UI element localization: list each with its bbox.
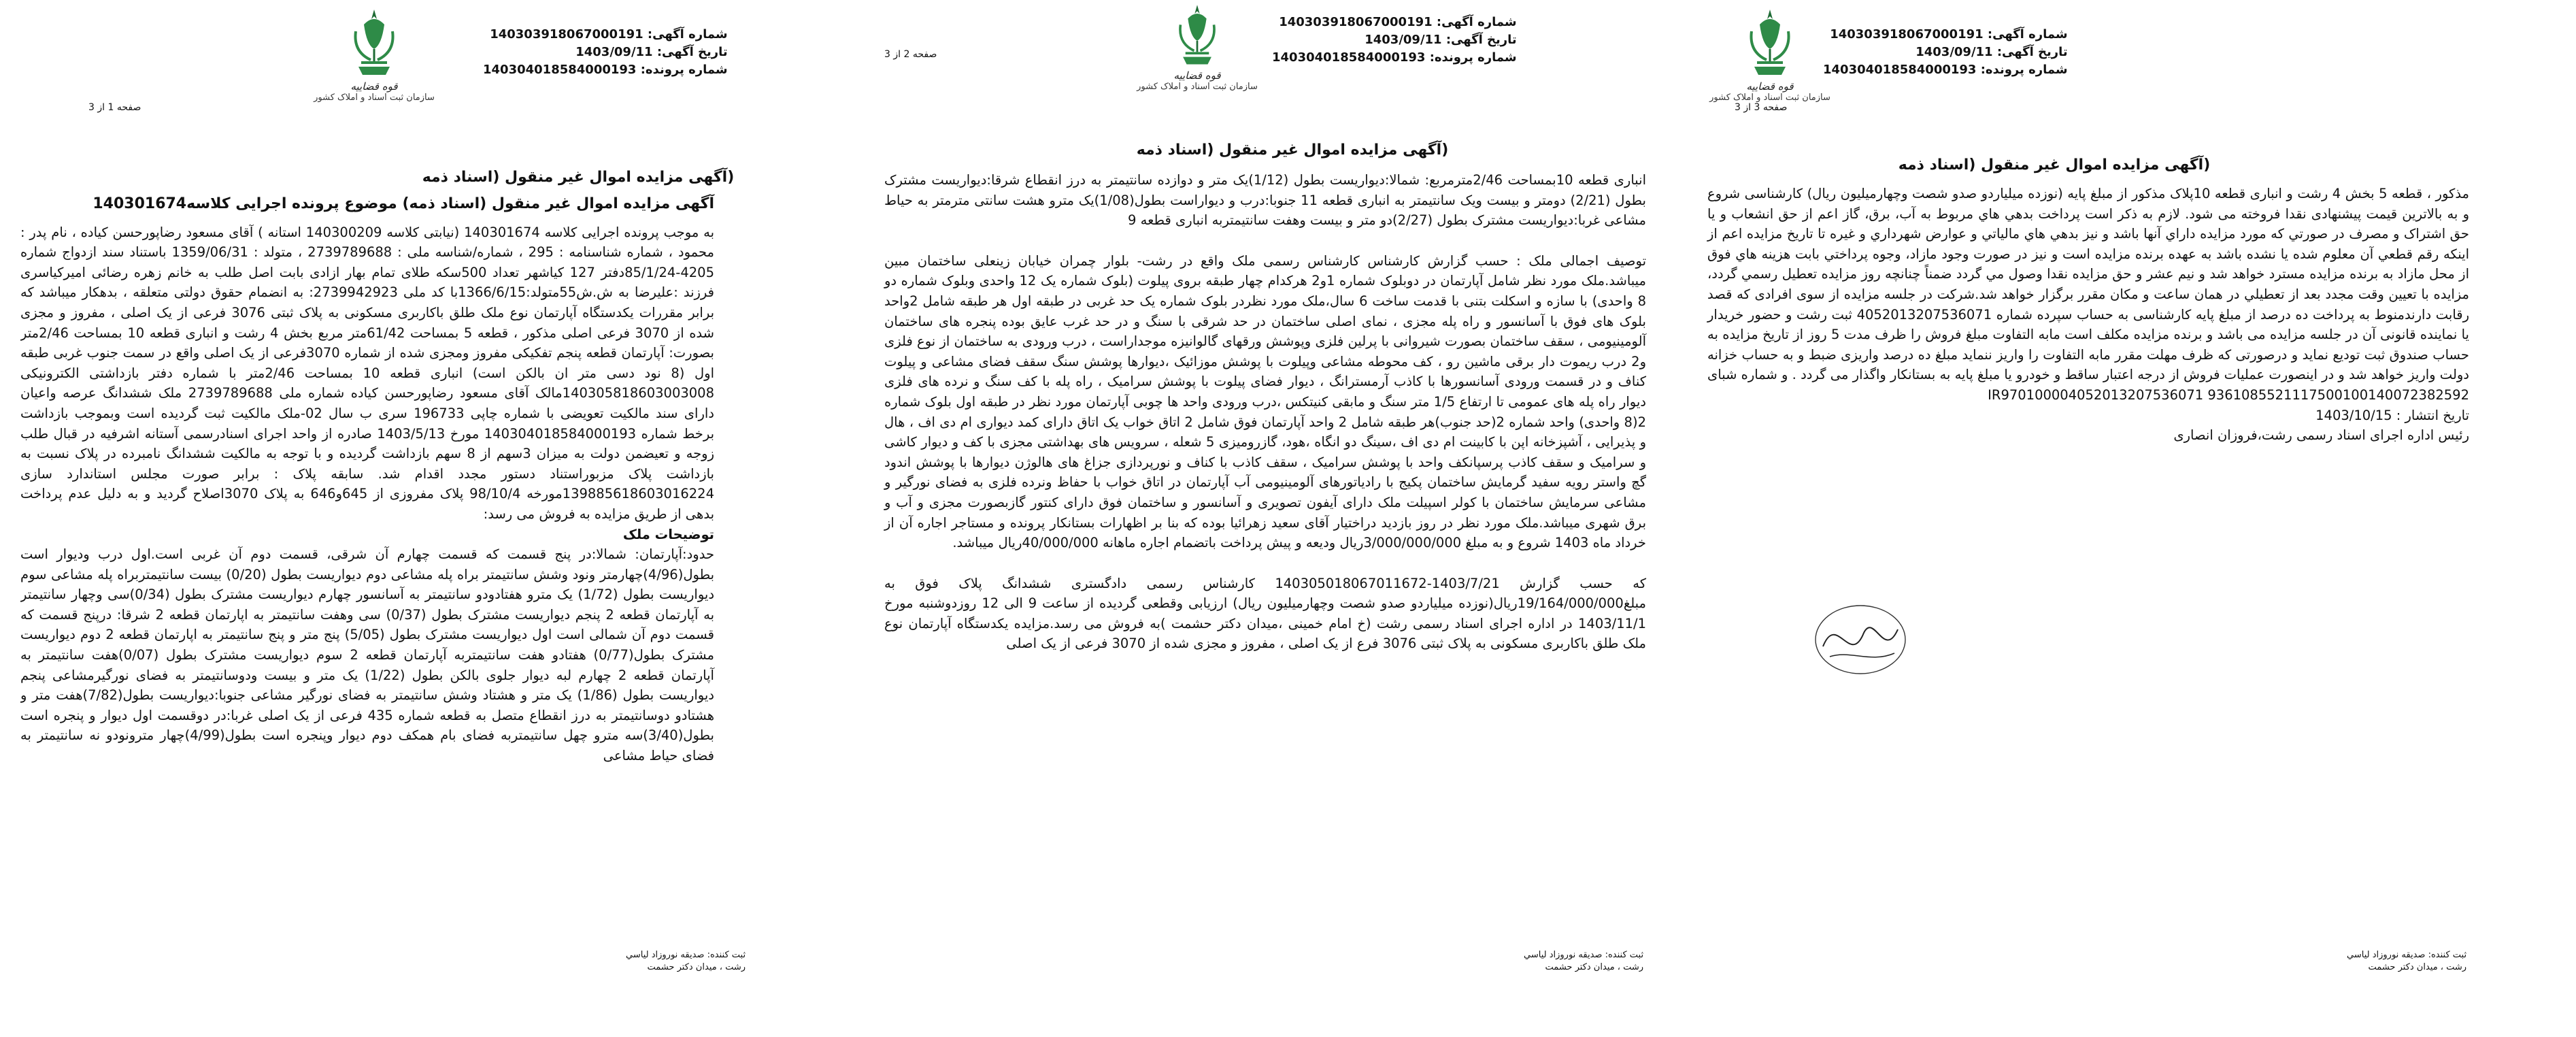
emblem-caption: قوه قضاییه — [1173, 69, 1221, 82]
page-footer — [2347, 949, 2466, 974]
file-number: شماره پرونده: 140304018584000193 — [1823, 63, 2068, 77]
emblem-caption: قوه قضاییه — [1746, 80, 1794, 93]
body-paragraph: که حسب گزارش 1403/7/21-140305018067011672 کارشناس رسمی دادگستری ششدانگ پلاک فوق به مبلغ19/164/000/000ریال(نوزده میلیاردو صدو شصت وچهارمیلیون ریال) ارزیابی وقطعی گردیده از ساعت 9 الی 12 روزدوشنبه مورخ 1403/11/1 در اداره اجرای اسناد رسمی رشت (خ امام خمینی ،میدان دکتر حشمت )به فروش می رسد.مزایده یکدستگاه آپارتمان نوع ملک طلق باکاربری مسکونی به پلاک ثبتی 3076 فرع از یک اصلی ، مفروز و مجزی شده از 3070 فرعی از یک اصلی — [884, 575, 1647, 652]
document-page-1 — [1687, 0, 2490, 1037]
file-number: شماره پرونده: 140304018584000193 — [1272, 50, 1517, 65]
footer-signer-label: ثبت کننده: — [707, 950, 746, 960]
document-title: (آگهی مزایده اموال غیر منقول (اسناد ذمه — [422, 169, 735, 186]
body-paragraph: انباری قطعه 10بمساحت 2/46مترمربع: شمالا:دیواریست بطول (1/12)یک متر و دوازده سانتیمتر به درز انقطاع شرقا:دیواریست مشترک بطول (2/21) دومتر و بیست ویک سانتیمتر به انباری قطعه 11 جنوبا:درب و دیواراست بطول(1/08)یک مترو هشت سانتی مترمتر به حیاط مشاعی غربا:دیواریست مشترک بطول (2/27)دو متر و بیست وهفت سانتیمتربه انباری قطعه 9 — [884, 172, 1646, 229]
page-footer — [626, 949, 746, 974]
judiciary-emblem — [306, 4, 442, 133]
ad-date: تاریخ آگهی: 1403/09/11 — [1365, 33, 1517, 47]
document-body — [884, 170, 1646, 654]
file-number: شماره پرونده: 140304018584000193 — [483, 63, 728, 77]
page-label: صفحه 2 از 3 — [884, 49, 937, 60]
document-body — [1707, 184, 2469, 446]
body-paragraph: مذکور ، قطعه 5 بخش 4 رشت و انباری قطعه 10پلاک مذکور از مبلغ پایه (نوزده میلیاردو صدو شصت وچهارمیلیون ریال) کارشناسی شروع و به بالاترین قیمت پیشنهادی نقدا فروخته می شود. لازم به ذکر است پرداخت بدهي هاي مربوط به آب، برق، گاز اعم از حق انشعاب و يا حق اشتراک و مصرف در صورتي كه مورد مزايده داراي آنها باشد و نيز بدهي هاي مالياتي و عوارض شهرداري و غيره تا تاريخ مزايده اعم از اينكه رقم قطعي آن معلوم شده يا نشده باشد به عهده برنده مزايده است و نيز در صورت وجود مازاد، وجوه پرداختي بابت هزينه هاي فوق از محل مازاد به برنده مزايده مسترد خواهد شد و نيم عشر و حق مزايده نقدا وصول مي گردد ضمناً چنانچه روز مزايده تعطيل رسمي گردد، مزايده با تعيين وقت مجدد بعد از تعطيلي در همان ساعت و مكان مقرر برگزار خواهد شد.شرکت در جلسه مزایده از سوی افرادی که قصد رقابت دارندمنوط به پرداخت ده درصد از مبلغ پایه کارشناسی به حساب سپرده شماره 4052013207536071 ثبت رشت و حضور خریدار یا نماینده قانونی آن در جلسه مزایده می باشد و برنده مزایده مکلف است مابه التفاوت مبلغ فروش را ظرف مدت 5 روز از تاریخ مزایده به حساب صندوق ثبت تودیع نماید و درصورتی که ظرف مهلت مقرر مابه التفاوت را واریز ننماید مبلغ ده درصد واریزی ضبط و به حساب خزانه دولت واریز خواهد شد و در اینصورت عملیات فروش از درجه اعتبار ساقط و خودرو یا مبلغ پایه به بستانکار واگذار می گردد . و شماره شبای IR970100004052013207536071 9361085521117500100140072382592 — [1707, 186, 2469, 403]
document-page-2 — [871, 0, 1673, 1037]
footer-office: رشت ، ميدان دکتر حشمت — [1545, 962, 1644, 972]
ad-meta — [1823, 26, 2068, 79]
document-body — [20, 194, 714, 766]
emblem-subcaption: سازمان ثبت اسناد و املاک کشور — [1709, 93, 1830, 103]
footer-signer-label: ثبت کننده: — [1605, 950, 1644, 960]
document-title: (آگهی مزایده اموال غیر منقول (اسناد ذمه — [1136, 142, 1449, 159]
ad-date: تاریخ آگهی: 1403/09/11 — [1916, 45, 2068, 59]
signature-stamp-icon — [1809, 599, 1911, 680]
ad-meta — [483, 26, 728, 79]
footer-signer-name: صديقه نوروزاد لياسي — [626, 950, 705, 960]
page-label: صفحه 3 از 3 — [1735, 102, 1788, 113]
emblem-icon — [344, 4, 405, 79]
emblem-icon — [1167, 0, 1228, 68]
document-title: (آگهی مزایده اموال غیر منقول (اسناد ذمه — [1898, 157, 2211, 174]
signature-line: رئیس اداره اجرای اسناد رسمی رشت،فروزان انصاری — [2173, 427, 2469, 444]
ad-number: شماره آگهی: 140303918067000191 — [490, 27, 728, 42]
footer-signer-name: صديقه نوروزاد لياسي — [2347, 950, 2426, 960]
body-paragraph: به موجب پرونده اجرایی کلاسه 140301674 (نیابتی کلاسه 140300209 استانه ) آقای مسعود رضاپورحسن کیاده ، نام پدر : محمود ، شماره شناسنامه : 295 ، شماره/شناسه ملی : 2739789688 ، متولد : 1359/06/31 باستناد سند ازدواج شماره 4205-85/1/24دفتر 127 کیاشهر تعداد 500سکه طلای تمام بهار ازادی بابت اصل طلب به خانم زهره رضائی امیرکیاسری فرزند :علیرضا به ش.ش55متولد:1366/6/15با کد ملی 2739942923: به انضمام حقوق دولتی متعلقه ، بدهکار میباشد که برابر مقررات یکدستگاه آپارتمان نوع ملک طلق باکاربری مسکونی به پلاک ثبتی 3076 فرعی از یک اصلی ، مفروز و مجزی شده از 3070 فرعی اصلی مذکور ، قطعه 5 بمساحت 61/42متر مربع بخش 4 رشت و انباری قطعه 10 بمساحت 2/46متر بصورت: آپارتمان قطعه پنجم تفکیکی مفروز ومجزی شده از شماره 3070فرعی از یک اصلی واقع در سمت جنوب غربی طبقه اول (8 نود دسی متر ان بالکن است) انباری قطعه 10 بمساحت 2/46متر با شماره دفتر بازداشتی الکترونیکی 140305818603003008مالک آقای مسعود رضاپورحسن کیاده شماره ملی 2739789688 ملک ششدانگ عرصه واعیان دارای سند مالکیت تعویضی با شماره چاپی 196733 سری ب سال 02-ملک مالکیت ثبت گردیده است وبموجب بازداشت برخط شماره 140304018584000193 مورخ 1403/5/13 صادره از واحد اجرای اسنادرسمی آستانه اشرفیه در قبال طلب زوجه و تعیضمن دولت به میزان 3سهم از 8 سهم بازداشت گردیده و با توجه به مالکیت ششدانگ نامبرده در پلاک نسبت به بازداشت پلاک مزبوراستناد دستور مجدد اقدام شد. سابقه پلاک : برابر صورت مجلس استاندارد سازی 139885618603016224مورخه 98/10/4 پلاک مفروزی از 645و646 به پلاک 3070اصلاح گردید و به دلیل عدم پرداخت بدهی از طریق مزایده به فروش می رسد: — [20, 224, 715, 522]
ad-number: شماره آگهی: 140303918067000191 — [1279, 15, 1517, 29]
property-description-heading: توضیحات ملک — [622, 526, 714, 542]
body-paragraph: حدود:آپارتمان: شمالا:در پنج قسمت که قسمت چهارم آن شرقی، قسمت دوم آن غربی است.اول درب ودیوار است بطول(4/96)چهارمتر ونود وشش سانتیمتر براه پله مشاعی دوم دیواریست بطول (0/20) بیست سانتیمتربراه پله مشاعی سوم دیواریست بطول (1/72) یک مترو هفتادودو سانتیمتر به آسانسور چهارم دیواریست مشترک بطول (0/34)سی وچهار سانتیمتر به آپارتمان قطعه 2 پنجم دیواریست مشترک بطول (0/37) سی وهفت سانتیمتر به اپارتمان قطعه 2 شرقا: درپنج قسمت که قسمت دوم آن شمالی است اول دیواریست مشترک بطول (5/05) پنج متر و پنج سانتیمتر به اپارتمان قطعه 2 دوم دیواریست مشترک بطول(0/77) هفتادو هفت سانتیمتربه آپارتمان قطعه 2 سوم دیواریست مشترک بطول (0/07)هفت سانتیمتر به آپارتمان قطعه 2 چهارم لبه دیوار جلوی بالکن بطول (1/22) یک متر و بیست ودوسانتیمتر به فضای نورگیرمشاعی پنجم دیواریست بطول (1/86) یک متر و هشتاد وشش سانتیمتر به فضای نورگیر مشاعی جنوبا:دیواریست بطول(7/82)هفت متر و هشتادو دوسانتیمتر به درز انقطاع متصل به قطعه شماره 435 فرعی از یک اصلی غربا:در دوقسمت اول دیوار و پنجره است بطول(3/40)سه مترو چهل سانتیمتربه فضای بام همکف دوم دیوار وپنجره است بطول(4/99)چهار مترونودو نه سانتیمتر به فضای حیاط مشاعی — [20, 546, 715, 764]
judiciary-emblem — [1702, 4, 1838, 133]
judiciary-emblem — [1129, 0, 1265, 129]
emblem-caption: قوه قضاییه — [350, 80, 398, 93]
page-label: صفحه 1 از 3 — [88, 102, 141, 113]
ad-date: تاریخ آگهی: 1403/09/11 — [575, 45, 728, 59]
footer-office: رشت ، ميدان دکتر حشمت — [2368, 962, 2467, 972]
ad-meta — [1272, 14, 1517, 67]
emblem-subcaption: سازمان ثبت اسناد و املاک کشور — [314, 93, 435, 103]
document-page-3 — [20, 0, 823, 1037]
publish-date: تاریخ انتشار : 1403/10/15 — [2315, 407, 2469, 423]
body-paragraph: توصیف اجمالی ملک : حسب گزارش کارشناس کارشناس رسمی ملک واقع در رشت- بلوار چمران خیابان زینعلی ساختمان مبین میباشد.ملک مورد نظر شامل آپارتمان در دوبلوک شماره 1و2 هرکدام چهار طبقه بروی پیلوت (بلوک شماره یک 12 واحدی وبلوک شماره دو 8 واحدی) با سازه و اسکلت بتنی با قدمت ساخت 6 سال،ملک مورد نظردر بلوک شماره یک حد غربی در طبقه اول هر طبقه شامل 2واحد بلوک های فوق با آسانسور و راه پله مجزی ، نمای اصلی ساختمان در حد شرقی با سنگ و در حد غرب عایق بوده پنجره های ساختمان آلومینیومی ، سقف ساختمان بصورت شیروانی با پرلین فلزی وپوشش ورقهای گالوانیزه موجداراست ، درب ورودی به ساختمان از نوع فلزی و2 درب ریموت دار برقی ماشین رو ، کف محوطه مشاعی وپیلوت با پوشش موزائیک ،دیوارها پوشش سنگ سقف فضای مشاعی و پیلوت کناف و در قسمت ورودی آسانسورها با کاذب آرمسترانگ ، دیوار فضای پیلوت با پوشش سرامیک ، راه پله با کف سنگ و نرده های فلزی دیوار راه پله های عمومی تا ارتفاع 1/5 متر سنگ و مابقی کنیتکس ،درب ورودی واحد ها چوبی آپارتمان مورد نظر در طبقه اول بلوک شماره 2(8 واحدی) واحد شماره 2(حد جنوب)هر طبقه شامل 2 واحد آپارتمان فوق شامل 2 اتاق خواب یک اتاق دارای کمد دیواری ام دی اف ، هال و پذیرایی ، آشپزخانه اپن با کابینت ام دی اف ،سینگ دو انگاه ،هود، گازرومیزی 5 شعله ، سرویس های بهداشتی مجزی با کف و دیوار کاشی و سرامیک و سقف کاذب پرسپانکف واحد با پوشش سرامیک ، سقف کاذب با کناف و نورپردازی جزاغ های هالوژن دیوارها با پوشش اندود گچ واستر رویه سفید گرمایش ساختمان پکیج با رادیاتورهای آلومینیومی آب آپارتمان در اتاق خواب با حفاظ ونرده فلزی به فضای نورگیر و مشاعی سرمایش ساختمان با کولر اسپیلت ملک دارای آیفون تصویری و آسانسور و ساختمان فوق دارای کنتور گازبصورت مجزی و آب و برق شهری میباشد.ملک مورد نظر در روز بازدید دراختیار آقای سعید زهرائیا بوده که بنا بر اظهارات بستانکار پرونده و مستاجر اجاره آن از خرداد ماه 1403 شروع و به مبلغ 3/000/000/000ریال ودیعه و پیش پرداخت باتضمام اجاره ماهانه 40/000/000ریال میباشد. — [884, 252, 1646, 551]
page-footer — [1524, 949, 1643, 974]
footer-signer-name: صديقه نوروزاد لياسي — [1524, 950, 1603, 960]
document-subtitle: آگهی مزایده اموال غیر منقول (اسناد ذمه) موضوع پرونده اجرایی کلاسه140301674 — [93, 195, 714, 212]
emblem-icon — [1739, 4, 1801, 79]
footer-signer-label: ثبت کننده: — [2428, 950, 2467, 960]
emblem-subcaption: سازمان ثبت اسناد و املاک کشور — [1137, 82, 1258, 92]
ad-number: شماره آگهی: 140303918067000191 — [1830, 27, 2068, 42]
footer-office: رشت ، ميدان دکتر حشمت — [647, 962, 746, 972]
